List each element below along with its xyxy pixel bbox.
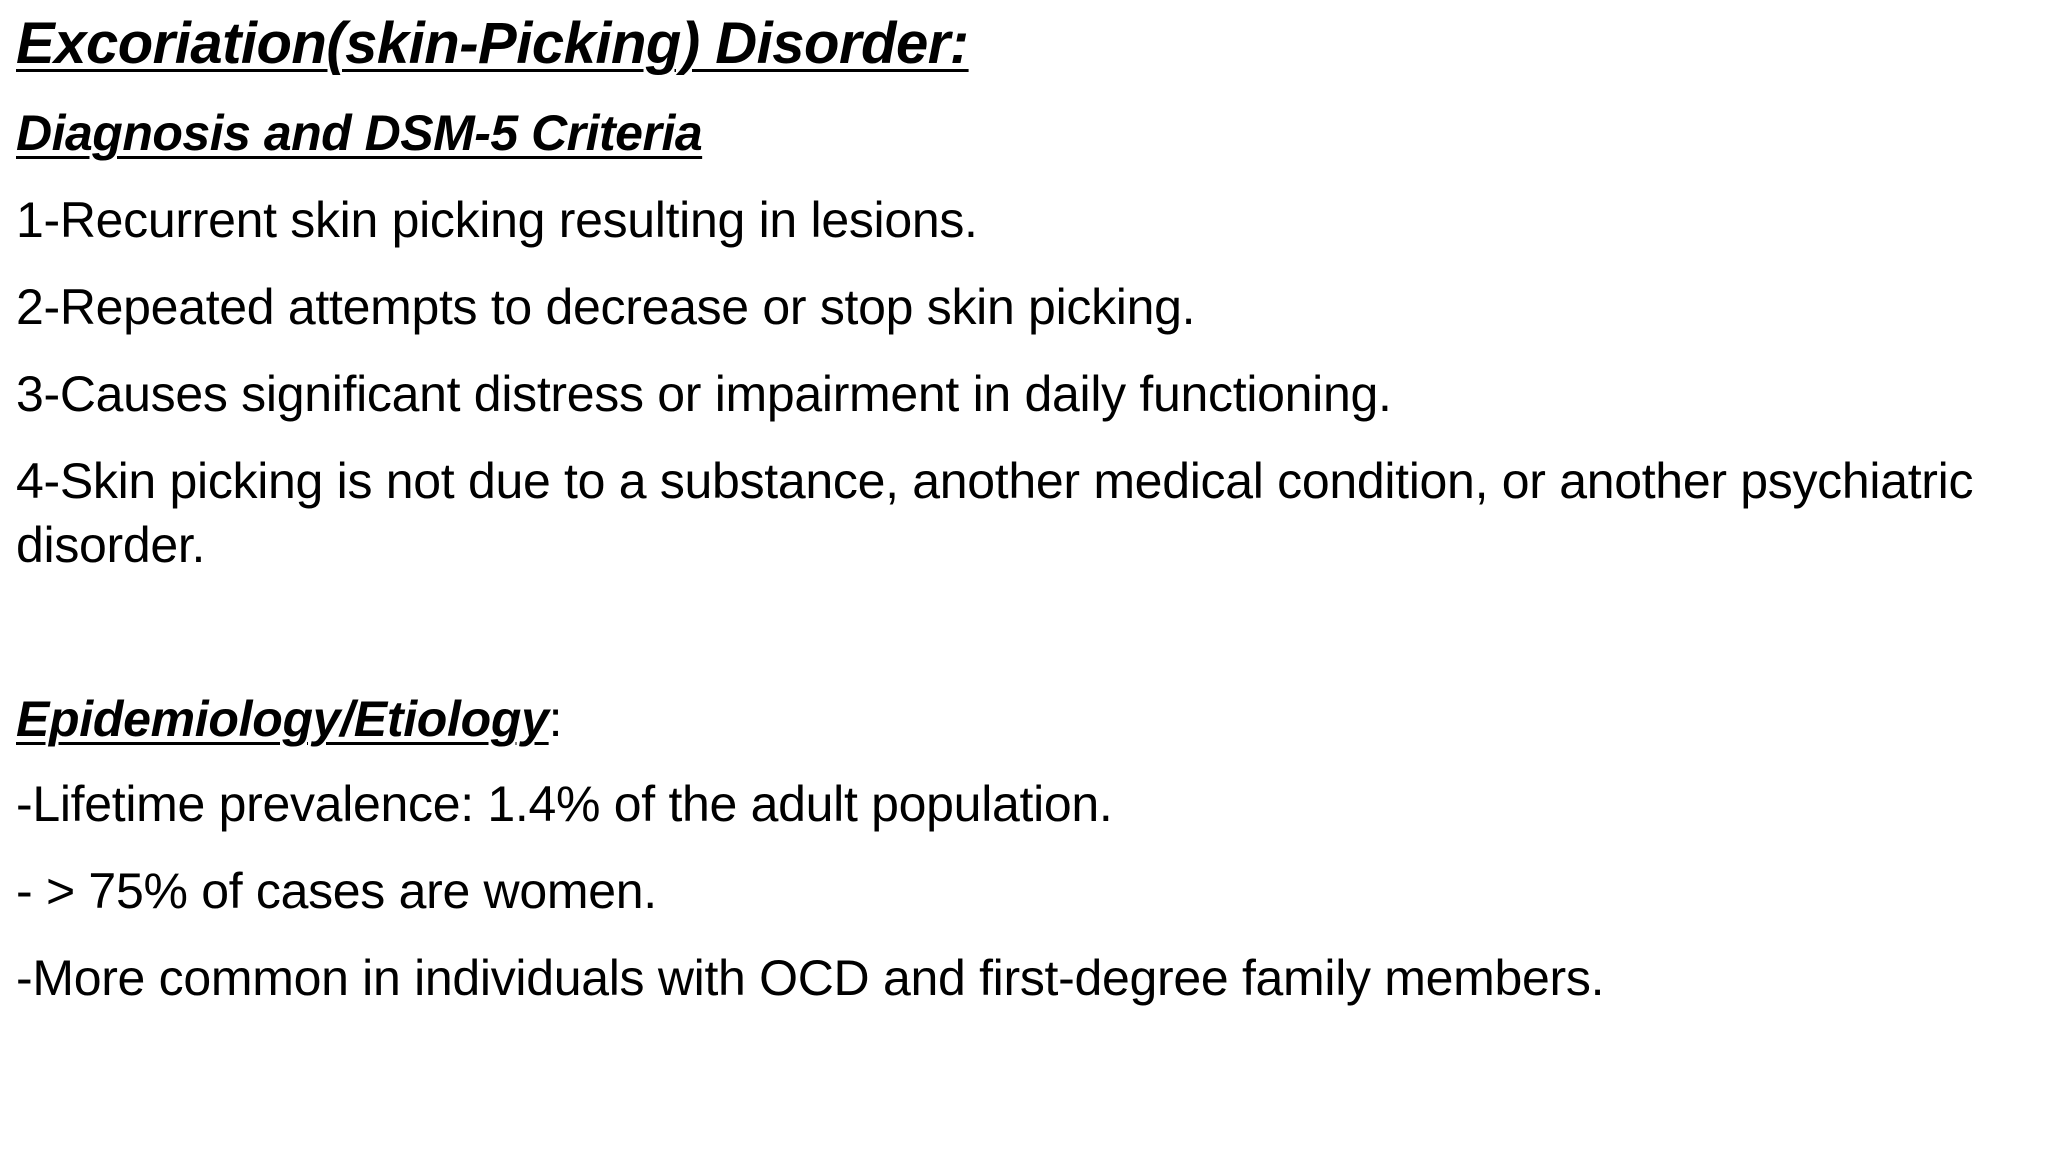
criterion-1: 1-Recurrent skin picking resulting in lesions. [16, 192, 978, 248]
diagnosis-heading: Diagnosis and DSM-5 Criteria [16, 105, 703, 161]
criterion-4: 4-Skin picking is not due to a substance, another medical condition, or another psychiatric disorder. [16, 453, 1974, 573]
slide [16, 0, 2026, 1152]
criterion-2: 2-Repeated attempts to decrease or stop skin picking. [16, 279, 1196, 335]
epidemiology-point-1: -Lifetime prevalence: 1.4% of the adult population. [16, 776, 1113, 832]
epidemiology-heading-text: Epidemiology/Etiology [16, 691, 549, 747]
epidemiology-heading-suffix: : [548, 691, 563, 747]
criterion-3: 3-Causes significant distress or impairment in daily functioning. [16, 366, 1392, 422]
epidemiology-point-3: -More common in individuals with OCD and first-degree family members. [16, 950, 1605, 1006]
epidemiology-heading [16, 690, 562, 748]
epidemiology-point-2: - > 75% of cases are women. [16, 863, 657, 919]
page-title: Excoriation(skin-Picking) Disorder: [16, 11, 969, 76]
